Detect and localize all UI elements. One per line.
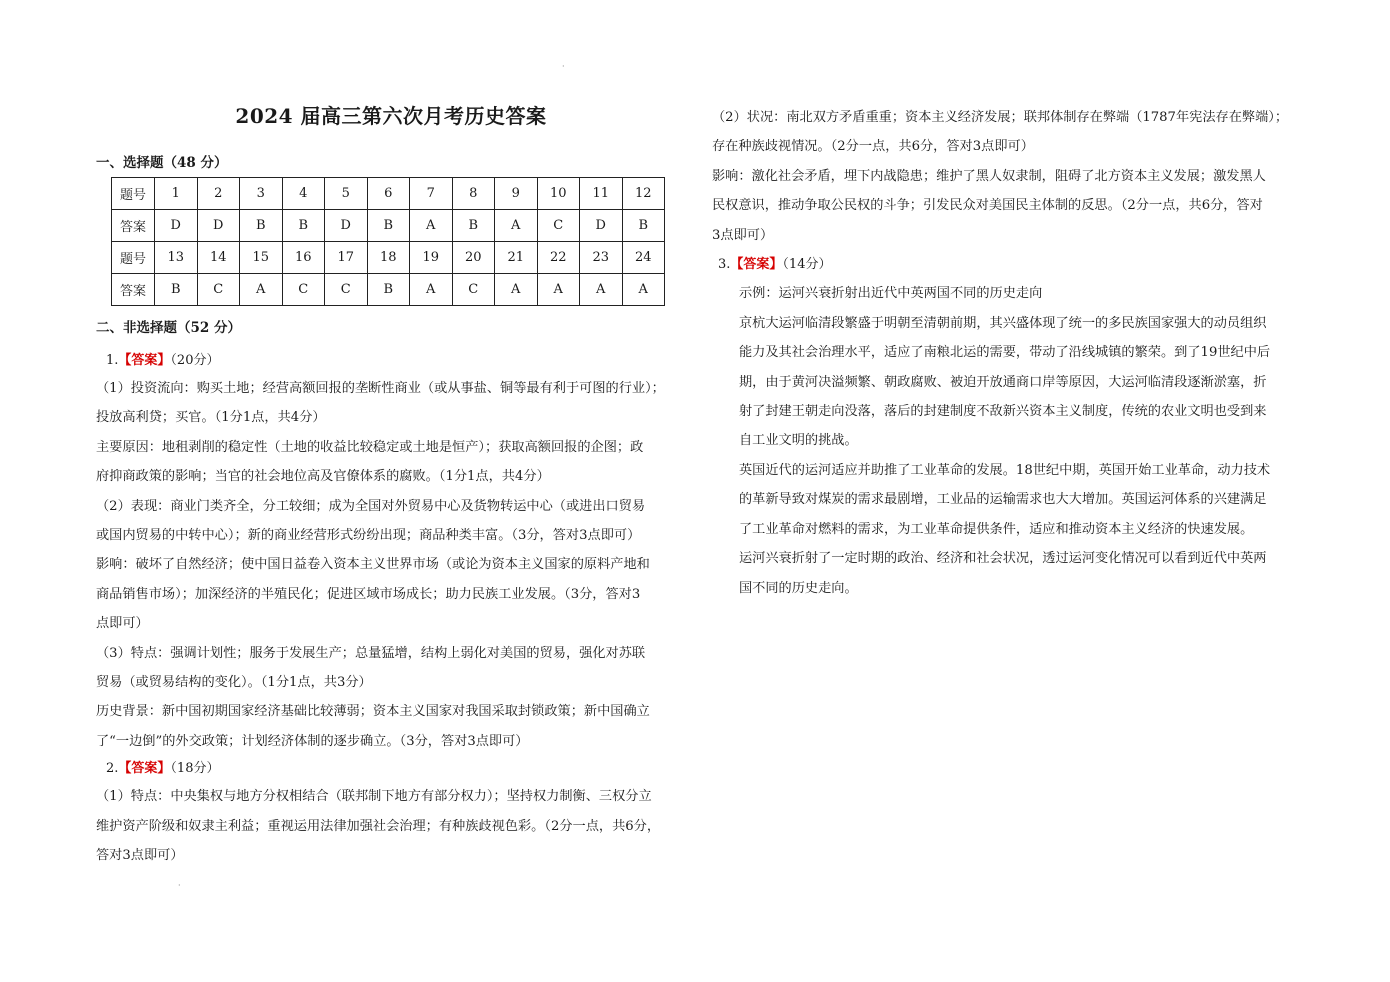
- answer-tag: 【答案】: [118, 353, 171, 368]
- table-row-label: 答案: [112, 274, 155, 306]
- answer-cell: C: [282, 274, 325, 306]
- answer-line: 3点即可）: [712, 227, 774, 243]
- answer-line: 投放高利贷；买官。（1分1点，共4分）: [96, 410, 326, 426]
- answer-cell: B: [622, 210, 665, 242]
- question-number: 22: [537, 242, 580, 274]
- answer-line: （2）状况：南北双方矛盾重重；资本主义经济发展；联邦体制存在弊端（1787年宪法存在弊端）；: [712, 110, 1289, 125]
- answer-line: 京杭大运河临清段繁盛于明朝至清朝前期，其兴盛体现了统一的多民族国家强大的动员组织: [739, 315, 1267, 331]
- answer-cell: C: [452, 274, 495, 306]
- decorative-dot: ·: [178, 881, 181, 890]
- table-row-label: 题号: [112, 242, 155, 274]
- question-1-body: [96, 374, 696, 756]
- answer-cell: B: [367, 210, 410, 242]
- answer-line: 英国近代的运河适应并助推了工业革命的发展。18世纪中期，英国开始工业革命，动力技术: [739, 462, 1271, 478]
- question-number: 7: [410, 178, 453, 210]
- question-number: 3: [240, 178, 283, 210]
- answer-line: 府抑商政策的影响；当官的社会地位高及官僚体系的腐败。（1分1点，共4分）: [96, 469, 550, 485]
- answer-line: （1）投资流向：购买土地；经营高额回报的垄断性商业（或从事盐、铜等最有利于可图的行业）；: [96, 381, 665, 396]
- question-score: （18分）: [170, 761, 220, 777]
- table-row-questions-1: [112, 178, 665, 210]
- answer-line: 期，由于黄河决溢频繁、朝政腐败、被迫开放通商口岸等原因，大运河临清段逐渐淤塞，折: [739, 374, 1267, 390]
- question-number: 2.: [106, 761, 119, 777]
- answer-cell: A: [622, 274, 665, 306]
- answer-line: 射了封建王朝走向没落，落后的封建制度不敌新兴资本主义制度，传统的农业文明也受到来: [739, 404, 1267, 420]
- answer-cell: D: [155, 210, 198, 242]
- question-number: 3.: [718, 257, 731, 273]
- question-number: 12: [622, 178, 665, 210]
- question-number: 1: [155, 178, 198, 210]
- question-number: 6: [367, 178, 410, 210]
- question-number: 8: [452, 178, 495, 210]
- answer-cell: A: [410, 210, 453, 242]
- answer-line: （1）特点：中央集权与地方分权相结合（联邦制下地方有部分权力）；坚持权力制衡、三权分立: [96, 789, 652, 805]
- answer-cell: C: [325, 274, 368, 306]
- answer-line: 的革新导致对煤炭的需求最剧增，工业品的运输需求也大大增加。英国运河体系的兴建满足: [739, 492, 1267, 508]
- answer-line: 或国内贸易的中转中心）；新的商业经营形式纷纷出现；商品种类丰富。（3分，答对3点即可）: [96, 528, 641, 544]
- question-number: 10: [537, 178, 580, 210]
- page-title: 2024 届高三第六次月考历史答案: [235, 104, 547, 128]
- answer-tag: 【答案】: [118, 761, 171, 777]
- answer-line: 存在种族歧视情况。（2分一点，共6分，答对3点即可）: [712, 139, 1034, 155]
- question-3-heading: [718, 250, 1300, 279]
- answer-line: 维护资产阶级和奴隶主利益；重视运用法律加强社会治理；有种族歧视色彩。（2分一点，共6分，: [96, 818, 661, 834]
- question-number: 17: [325, 242, 368, 274]
- answer-line: 主要原因：地租剥削的稳定性（土地的收益比较稳定或土地是恒产）；获取高额回报的企图；政: [96, 439, 644, 455]
- question-number: 2: [197, 178, 240, 210]
- answer-line: 商品销售市场）；加深经济的半殖民化；促进区域市场成长；助力民族工业发展。（3分，答对3: [96, 586, 641, 602]
- answer-line: 答对3点即可）: [96, 848, 184, 864]
- answer-cell: C: [197, 274, 240, 306]
- answer-line: （3）特点：强调计划性；服务于发展生产；总量猛增，结构上弱化对美国的贸易，强化对苏联: [96, 645, 646, 661]
- table-row-questions-2: [112, 242, 665, 274]
- question-2-body-left: [96, 782, 696, 870]
- question-number: 1.: [106, 353, 119, 368]
- table-row-answers-1: [112, 210, 665, 242]
- answer-line: （2）表现：商业门类齐全，分工较细；成为全国对外贸易中心及货物转运中心（或进出口贸易: [96, 498, 646, 514]
- answer-cell: B: [282, 210, 325, 242]
- question-score: （20分）: [170, 353, 220, 368]
- answer-cell: A: [495, 210, 538, 242]
- answer-line: 了“一边倒”的外交政策；计划经济体制的逐步确立。（3分，答对3点即可）: [96, 733, 529, 749]
- answer-cell: D: [325, 210, 368, 242]
- table-row-label: 答案: [112, 210, 155, 242]
- question-number: 23: [580, 242, 623, 274]
- decorative-dot: ·: [562, 62, 565, 71]
- section-1-heading: 一、选择题（48 分）: [96, 155, 228, 171]
- table-row-label: 题号: [112, 178, 155, 210]
- question-2-body-right: [712, 103, 1300, 250]
- question-score: （14分）: [782, 257, 832, 273]
- answer-line: 国不同的历史走向。: [739, 580, 858, 596]
- question-number: 13: [155, 242, 198, 274]
- answer-line: 了工业革命对燃料的需求，为工业革命提供条件，适应和推动资本主义经济的快速发展。: [739, 521, 1254, 537]
- answer-cell: A: [580, 274, 623, 306]
- answer-cell: A: [537, 274, 580, 306]
- question-1-heading: [106, 350, 696, 372]
- question-number: 24: [622, 242, 665, 274]
- question-number: 9: [495, 178, 538, 210]
- question-number: 19: [410, 242, 453, 274]
- answer-table: [111, 177, 665, 306]
- answer-line: 影响：激化社会矛盾，埋下内战隐患；维护了黑人奴隶制，阻碍了北方资本主义发展；激发黑人: [712, 168, 1266, 184]
- section-2-heading: 二、非选择题（52 分）: [96, 320, 241, 336]
- answer-line: 影响：破坏了自然经济；使中国日益卷入资本主义世界市场（或论为资本主义国家的原料产地和: [96, 557, 650, 573]
- answer-cell: A: [410, 274, 453, 306]
- question-number: 4: [282, 178, 325, 210]
- answer-cell: B: [452, 210, 495, 242]
- answer-line: 示例：运河兴衰折射出近代中英两国不同的历史走向: [739, 286, 1043, 302]
- answer-line: 自工业文明的挑战。: [739, 433, 858, 449]
- table-row-answers-2: [112, 274, 665, 306]
- question-number: 14: [197, 242, 240, 274]
- question-number: 16: [282, 242, 325, 274]
- answer-tag: 【答案】: [730, 257, 783, 273]
- answer-cell: C: [537, 210, 580, 242]
- question-number: 18: [367, 242, 410, 274]
- answer-cell: A: [495, 274, 538, 306]
- question-number: 21: [495, 242, 538, 274]
- answer-cell: D: [197, 210, 240, 242]
- answer-line: 能力及其社会治理水平，适应了南粮北运的需要，带动了沿线城镇的繁荣。到了19世纪中后: [739, 345, 1271, 361]
- answer-line: 贸易（或贸易结构的变化）。（1分1点，共3分）: [96, 675, 372, 691]
- answer-line: 历史背景：新中国初期国家经济基础比较薄弱；资本主义国家对我国采取封锁政策；新中国确立: [96, 704, 650, 720]
- question-number: 20: [452, 242, 495, 274]
- question-2-heading: [106, 758, 696, 780]
- answer-line: 点即可）: [96, 616, 149, 632]
- answer-cell: B: [240, 210, 283, 242]
- answer-line: 运河兴衰折射了一定时期的政治、经济和社会状况，透过运河变化情况可以看到近代中英两: [739, 551, 1267, 567]
- answer-cell: B: [155, 274, 198, 306]
- question-number: 11: [580, 178, 623, 210]
- question-number: 15: [240, 242, 283, 274]
- answer-cell: D: [580, 210, 623, 242]
- question-number: 5: [325, 178, 368, 210]
- answer-line: 民权意识，推动争取公民权的斗争；引发民众对美国民主体制的反思。（2分一点，共6分，答对: [712, 198, 1263, 214]
- left-column: [96, 100, 696, 871]
- question-3-body: [712, 279, 1300, 602]
- answer-cell: A: [240, 274, 283, 306]
- answer-cell: B: [367, 274, 410, 306]
- right-column: [712, 103, 1300, 603]
